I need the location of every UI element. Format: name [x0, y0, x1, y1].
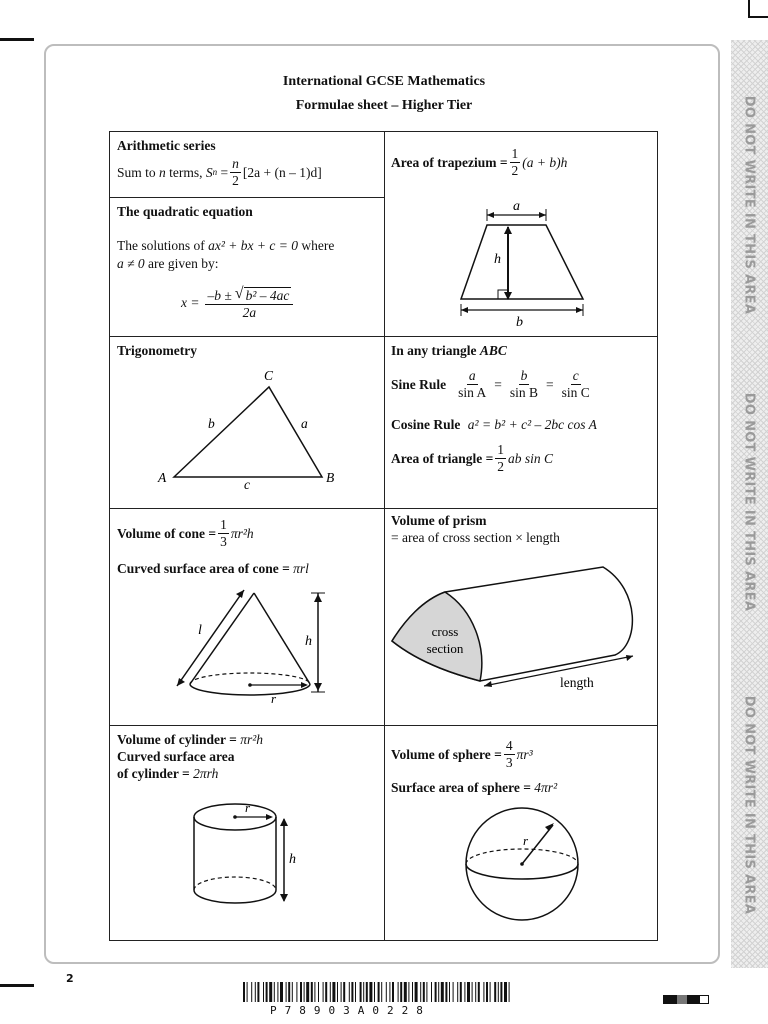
cylinder-radius-arrowhead — [266, 814, 273, 820]
quadratic-sqrt-body: b² – 4ac — [245, 287, 290, 303]
barcode — [243, 982, 525, 1002]
barcode-bar — [304, 982, 305, 1002]
quadratic-fraction — [205, 286, 293, 320]
barcode-bar — [441, 982, 444, 1002]
barcode-bar — [457, 982, 458, 1002]
quadratic-line1 — [117, 239, 334, 253]
barcode-bar — [296, 982, 297, 1002]
trig-vertex-b: B — [326, 470, 335, 485]
triangle-area-fraction — [495, 443, 506, 474]
cylinder-surface-label-1: Curved surface area — [117, 749, 235, 764]
trapezium-fraction — [510, 147, 521, 178]
barcode-bar — [478, 982, 480, 1002]
barcode-bar — [464, 982, 465, 1002]
barcode-bar — [243, 982, 245, 1002]
prism-volume-expr: = area of cross section × length — [391, 530, 560, 545]
grid-divider-row-3 — [110, 725, 657, 726]
cylinder-volume — [117, 733, 263, 747]
barcode-bar — [453, 982, 454, 1002]
cone-label-h: h — [305, 634, 312, 649]
trapezium-h-arrowhead-top — [504, 226, 512, 234]
sphere-equator-back — [466, 849, 578, 864]
barcode-bar — [423, 982, 425, 1002]
sphere-surface-expr: 4πr² — [534, 780, 558, 795]
barcode-bar — [412, 982, 413, 1002]
trapezium-b-arrowhead-left — [461, 307, 468, 313]
barcode-bar — [247, 982, 248, 1002]
barcode-bar — [404, 982, 407, 1002]
sphere-volume — [391, 739, 533, 770]
barcode-bar — [330, 982, 331, 1002]
triangle-area-expr: ab sin C — [508, 450, 554, 466]
page-title: International GCSE Mathematics — [282, 74, 486, 89]
barcode-bar — [486, 982, 488, 1002]
sine-b-den: sin B — [509, 385, 539, 401]
sine-frac-a — [456, 369, 488, 400]
cylinder-surface-expr: 2πrh — [193, 766, 219, 781]
cylinder-base-front — [194, 890, 276, 903]
prism-diagram — [385, 555, 645, 705]
barcode-bar — [286, 982, 287, 1002]
barcode-text: P78903A0228 — [270, 1004, 431, 1017]
arithmetic-n: n — [159, 164, 166, 180]
cylinder-h-arrowhead-bottom — [280, 894, 288, 902]
quadratic-line1-pre: The solutions of — [117, 238, 205, 253]
barcode-bar — [431, 982, 432, 1002]
cone-surface-expr: πrl — [293, 561, 309, 576]
cylinder-label-r: r — [245, 800, 251, 815]
cone-volume-label: Volume of cone = — [117, 525, 217, 541]
barcode-bar — [349, 982, 350, 1002]
sine-c-num: c — [571, 369, 581, 385]
barcode-bar — [389, 982, 390, 1002]
prism-volume-label: Volume of prism — [391, 513, 487, 528]
barcode-bar — [280, 982, 283, 1002]
quadratic-line2-cond: a ≠ 0 — [117, 256, 145, 271]
barcode-bar — [251, 982, 252, 1002]
trig-vertex-c: C — [264, 368, 274, 383]
cylinder-label-h: h — [289, 852, 296, 867]
barcode-bar — [318, 982, 319, 1002]
page-subtitle: Formulae sheet – Higher Tier — [295, 98, 473, 113]
sphere-frac-den: 3 — [505, 755, 513, 771]
print-box-2 — [677, 995, 687, 1004]
barcode-bar — [438, 982, 439, 1002]
cosine-rule-label: Cosine Rule — [391, 417, 461, 432]
sine-eq-1: = — [494, 376, 502, 392]
cylinder-surface-label-2: of cylinder = — [117, 766, 190, 781]
cone-h-arrowhead-bottom — [314, 683, 322, 691]
cone-h-arrowhead-top — [314, 594, 322, 602]
sphere-label-r: r — [523, 833, 529, 848]
trapezium-frac-num: 1 — [510, 147, 521, 163]
barcode-bar — [314, 982, 315, 1002]
sine-a-num: a — [467, 369, 478, 385]
trapezium-frac-den: 2 — [511, 163, 519, 179]
barcode-bar — [500, 982, 502, 1002]
barcode-bar — [292, 982, 293, 1002]
barcode-bar — [363, 982, 364, 1002]
grid-column-divider — [384, 132, 385, 940]
cone-volume-expr: πr²h — [230, 525, 254, 541]
barcode-bar — [266, 982, 268, 1002]
barcode-bar — [475, 982, 476, 1002]
cone-surface-label: Curved surface area of cone = — [117, 561, 290, 576]
prism-length-arrow — [484, 656, 633, 686]
barcode-bar — [366, 982, 368, 1002]
arithmetic-formula — [117, 157, 322, 188]
page-number: 2 — [66, 972, 74, 985]
barcode-bar — [483, 982, 484, 1002]
cone-surface — [117, 562, 309, 576]
trapezium-a-arrowhead-right — [539, 212, 546, 218]
barcode-bar — [311, 982, 313, 1002]
quadratic-formula — [181, 286, 295, 320]
barcode-bar — [504, 982, 507, 1002]
cone-center-dot — [248, 683, 252, 687]
prism-cross-label-1: cross — [431, 624, 459, 639]
barcode-bar — [490, 982, 491, 1002]
barcode-bars — [243, 982, 510, 1002]
cone-label-r: r — [271, 691, 277, 706]
trapezium-label-a: a — [513, 199, 520, 214]
grid-divider-left-1 — [110, 197, 384, 198]
barcode-bar — [381, 982, 382, 1002]
prism-length-arrowhead-right — [626, 655, 633, 661]
quadratic-numerator-pre: –b ± — [207, 287, 232, 303]
cone-fraction — [218, 518, 229, 549]
trapezium-b-arrowhead-right — [576, 307, 583, 313]
prism-cross-label-2: section — [426, 641, 464, 656]
triangle-rules-heading-text: In any triangle — [391, 343, 477, 358]
quadratic-x-eq: x = — [181, 295, 200, 311]
prism-length-arrowhead-left — [484, 681, 492, 687]
arithmetic-terms: terms, — [169, 164, 203, 180]
barcode-bar — [494, 982, 496, 1002]
sine-eq-2: = — [546, 376, 554, 392]
barcode-bar — [398, 982, 399, 1002]
trig-heading: Trigonometry — [117, 343, 197, 358]
barcode-bar — [460, 982, 462, 1002]
grid-divider-row-2 — [110, 508, 657, 509]
barcode-bar — [341, 982, 342, 1002]
quadratic-line2-post: are given by: — [148, 256, 219, 271]
barcode-bar — [369, 982, 372, 1002]
sphere-diagram — [460, 808, 590, 928]
barcode-bar — [498, 982, 499, 1002]
cone-left-edge — [190, 593, 254, 684]
cone-base-back — [190, 673, 310, 684]
cylinder-volume-expr: πr²h — [240, 732, 264, 747]
trig-vertex-a: A — [158, 470, 167, 485]
sqrt-symbol: √ — [234, 285, 244, 302]
sine-rule — [391, 369, 594, 400]
triangle-rules-heading-abc: ABC — [479, 343, 507, 358]
barcode-bar — [386, 982, 387, 1002]
registration-mark-top-left — [0, 38, 34, 41]
trig-triangle-diagram — [150, 365, 350, 495]
grid-divider-row-1 — [110, 336, 657, 337]
barcode-bar — [332, 982, 335, 1002]
barcode-bar — [269, 982, 272, 1002]
sphere-volume-expr: πr³ — [516, 746, 533, 762]
quadratic-line1-eq: ax² + bx + c = 0 — [208, 238, 298, 253]
barcode-bar — [343, 982, 345, 1002]
barcode-bar — [274, 982, 275, 1002]
cylinder-base-back — [194, 877, 276, 890]
trapezium-a-arrowhead-left — [487, 212, 494, 218]
sine-frac-b — [508, 369, 540, 400]
sphere-volume-label: Volume of sphere = — [391, 746, 502, 762]
triangle-rules-heading — [391, 344, 507, 358]
barcode-bar — [467, 982, 470, 1002]
print-box-4 — [699, 995, 709, 1004]
trapezium-expr: (a + b)h — [522, 154, 568, 170]
barcode-bar — [426, 982, 427, 1002]
barcode-bar — [306, 982, 309, 1002]
barcode-bar — [355, 982, 356, 1002]
triangle-area-frac-den: 2 — [497, 459, 505, 475]
barcode-bar — [300, 982, 302, 1002]
print-box-3 — [687, 995, 699, 1004]
trapezium-formula — [391, 147, 567, 178]
trig-side-c: c — [244, 477, 250, 492]
trig-triangle — [174, 387, 322, 477]
arithmetic-sub: n — [212, 167, 218, 178]
barcode-bar — [360, 982, 362, 1002]
arithmetic-eq: = — [220, 164, 229, 180]
trapezium-diagram — [450, 195, 600, 335]
print-registration-boxes — [663, 995, 711, 1004]
sine-rule-label: Sine Rule — [391, 376, 447, 392]
barcode-bar — [257, 982, 259, 1002]
barcode-bar — [323, 982, 324, 1002]
barcode-bar — [472, 982, 473, 1002]
arithmetic-heading: Arithmetic series — [117, 138, 216, 153]
barcode-bar — [288, 982, 290, 1002]
cylinder-surface — [117, 767, 218, 781]
barcode-bar — [435, 982, 437, 1002]
cone-label-l: l — [198, 623, 202, 638]
cylinder-volume-label: Volume of cylinder = — [117, 732, 237, 747]
barcode-bar — [408, 982, 409, 1002]
cone-slant-arrow — [177, 590, 244, 686]
barcode-bar — [263, 982, 264, 1002]
registration-mark-top-right-h — [748, 16, 768, 18]
quadratic-numerator — [205, 286, 293, 305]
trig-side-b: b — [208, 416, 215, 431]
barcode-bar — [420, 982, 421, 1002]
trapezium-label-b: b — [516, 315, 523, 330]
trapezium-label-h: h — [494, 252, 501, 267]
cone-volume — [117, 518, 254, 549]
print-box-1 — [663, 995, 677, 1004]
barcode-bar — [415, 982, 418, 1002]
barcode-bar — [337, 982, 338, 1002]
triangle-area — [391, 443, 553, 474]
prism-length-label: length — [560, 675, 594, 690]
quadratic-heading: The quadratic equation — [117, 204, 253, 219]
sphere-fraction — [504, 739, 515, 770]
registration-mark-bottom-left — [0, 984, 34, 987]
trapezium-label: Area of trapezium = — [391, 154, 508, 170]
cone-right-edge — [254, 593, 310, 684]
sine-b-num: b — [519, 369, 530, 385]
barcode-bar — [255, 982, 256, 1002]
sphere-equator-front — [466, 864, 578, 879]
sphere-surface — [391, 781, 557, 795]
arithmetic-s: S — [205, 164, 213, 180]
triangle-area-frac-num: 1 — [495, 443, 506, 459]
sphere-frac-num: 4 — [504, 739, 515, 755]
quadratic-line1-post: where — [301, 238, 335, 253]
sine-a-den: sin A — [458, 385, 487, 401]
barcode-bar — [445, 982, 447, 1002]
barcode-bar — [374, 982, 375, 1002]
sine-frac-c — [560, 369, 592, 400]
arithmetic-frac-den: 2 — [232, 173, 239, 189]
barcode-bar — [351, 982, 353, 1002]
triangle-area-label: Area of triangle = — [391, 450, 494, 466]
barcode-bar — [277, 982, 278, 1002]
trig-side-a: a — [301, 416, 308, 431]
cosine-rule-expr: a² = b² + c² – 2bc cos A — [467, 417, 597, 432]
cone-frac-num: 1 — [218, 518, 229, 534]
cylinder-diagram — [185, 795, 315, 935]
barcode-bar — [378, 982, 380, 1002]
cone-frac-den: 3 — [220, 534, 227, 550]
arithmetic-bracket: [2a + (n – 1)d] — [242, 164, 322, 180]
sine-c-den: sin C — [561, 385, 590, 401]
barcode-bar — [400, 982, 402, 1002]
sphere-radius-arrowhead — [545, 823, 554, 831]
barcode-bar — [509, 982, 510, 1002]
cylinder-center-dot — [233, 815, 237, 819]
arithmetic-frac-num: n — [230, 157, 241, 173]
quadratic-line2 — [117, 257, 219, 271]
sphere-surface-label: Surface area of sphere = — [391, 780, 531, 795]
cone-diagram — [160, 582, 340, 712]
arithmetic-text: Sum to — [117, 164, 156, 180]
barcode-bar — [325, 982, 327, 1002]
barcode-bar — [392, 982, 394, 1002]
trapezium-shape — [461, 225, 583, 299]
arithmetic-fraction — [230, 157, 241, 188]
cosine-rule — [391, 418, 597, 432]
cylinder-h-arrowhead-top — [280, 818, 288, 826]
sphere-center-dot — [520, 862, 524, 866]
quadratic-denominator: 2a — [242, 304, 257, 320]
barcode-bar — [449, 982, 450, 1002]
